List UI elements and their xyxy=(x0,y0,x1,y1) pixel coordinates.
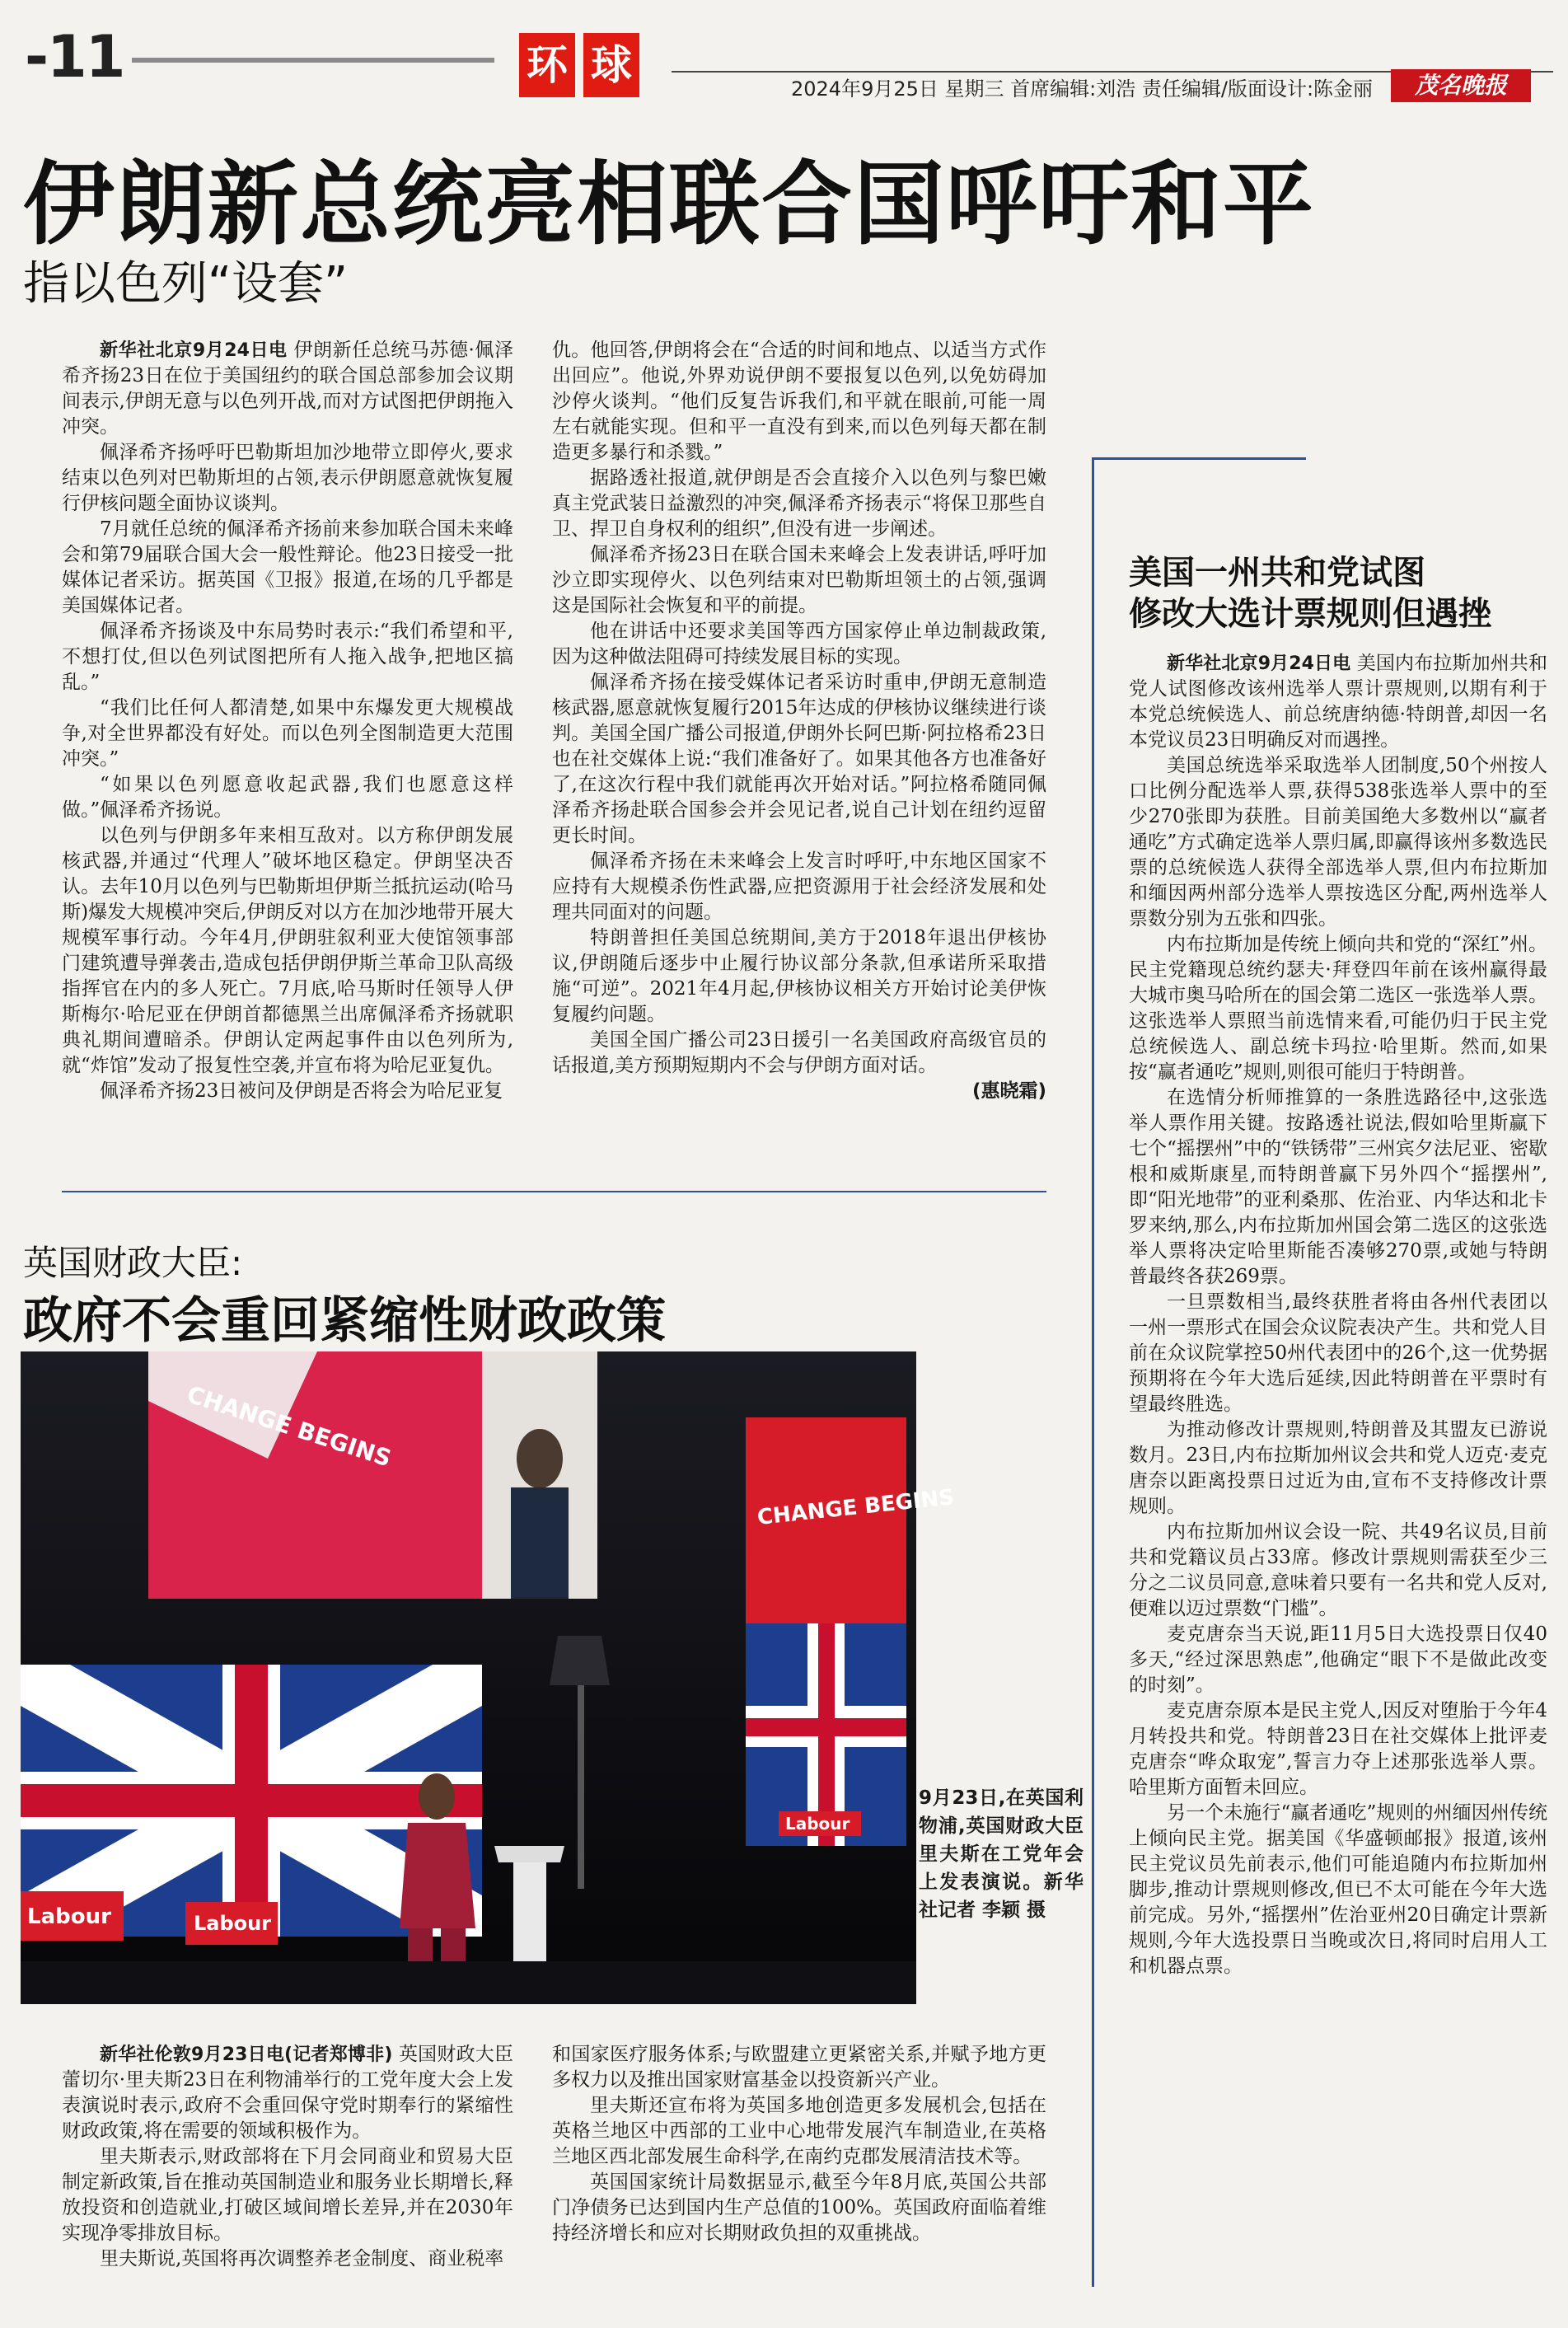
paragraph-text: 英国国家统计局数据显示,截至今年8月底,英国公共部门净债务已达到国内生产总值的100%。英国政府面临着维持经济增长和应对长期财政负担的双重挑战。 xyxy=(552,2171,1046,2244)
article-paragraph xyxy=(62,619,513,696)
paragraph-text: 7月就任总统的佩泽希齐扬前来参加联合国未来峰会和第79届联合国大会一般性辩论。他23日接受一批媒体记者采访。据英国《卫报》报道,在场的几乎都是美国媒体记者。 xyxy=(62,518,513,616)
article-paragraph xyxy=(552,619,1046,670)
us-title-line-1: 美国一州共和党试图 xyxy=(1129,554,1425,592)
photo-caption: 9月23日,在英国利物浦,英国财政大臣里夫斯在工党年会上发表演说。新华社记者 李颖 摄 xyxy=(919,1787,1084,1921)
podium-logo-2: Labour xyxy=(194,1912,272,1935)
paragraph-text: 麦克唐奈原本是民主党人,因反对堕胎于今年4月转投共和党。特朗普23日在社交媒体上批评麦克唐奈“哗众取宠”,誓言力夺上述那张选举人票。哈里斯方面暂未回应。 xyxy=(1129,1700,1547,1798)
section-divider xyxy=(62,1191,1046,1192)
article-paragraph xyxy=(1129,1085,1547,1290)
uk-title: 政府不会重回紧缩性财政政策 xyxy=(23,1292,666,1350)
paragraph-text: 佩泽希齐扬在未来峰会上发言时呼吁,中东地区国家不应持有大规模杀伤性武器,应把资源用于社会经济发展和处理共同面对的问题。 xyxy=(552,850,1046,923)
column-divider xyxy=(1092,457,1094,2287)
article-paragraph xyxy=(62,440,513,517)
paragraph-text: 里夫斯还宣布将为英国多地创造更多发展机会,包括在英格兰地区中西部的工业中心地带发展汽车制造业,在英格兰地区西北部发展生命科学,在南约克郡发展清洁技术等。 xyxy=(552,2095,1046,2167)
hanging-banner xyxy=(746,1417,955,1846)
article-paragraph xyxy=(1129,753,1547,932)
article-paragraph xyxy=(1129,1622,1547,1698)
paragraph-text: 英国财政大臣蕾切尔·里夫斯23日在利物浦举行的工党年度大会上发表演说时表示,政府不会重回保守党时期奉行的紧缩性财政政策,将在需要的领域积极作为。 xyxy=(62,2044,514,2142)
dateline: 新华社伦敦9月23日电(记者郑博非) xyxy=(100,2045,393,2065)
paragraph-text: 一旦票数相当,最终获胜者将由各州代表团以一州一票形式在国会众议院表决产生。共和党人目前在众议院掌控50州代表团中的26个,这一优势据预期将在今年大选后延续,因此特朗普在平票时有望最终胜选。 xyxy=(1129,1291,1547,1415)
article-paragraph xyxy=(62,2042,513,2144)
paragraph-text: “如果以色列愿意收起武器,我们也愿意这样做。”佩泽希齐扬说。 xyxy=(62,774,513,821)
article-paragraph xyxy=(1129,651,1547,753)
paragraph-text: 佩泽希齐扬谈及中东局势时表示:“我们希望和平,不想打仗,但以色列试图把所有人拖入战争,把地区搞乱。” xyxy=(62,621,513,693)
paragraph-text: 美国总统选举采取选举人团制度,50个州按人口比例分配选举人票,获得538张选举人票中的至少270张即为获胜。目前美国绝大多数州以“赢者通吃”方式确定选举人票归属,即赢得该州多数选民票的总统候选人获得全部选举人票,但内布拉斯加和缅因两州部分选举人票按选区分配,两州选举人票数分别为五张和四张。 xyxy=(1129,755,1547,930)
photo-illustration xyxy=(21,1351,956,2004)
us-title-line-2: 修改大选计票规则但遇挫 xyxy=(1129,595,1491,633)
author-credit: (惠晓霜) xyxy=(971,1080,1046,1102)
article-paragraph xyxy=(1129,1290,1547,1417)
article-paragraph xyxy=(552,1028,1046,1079)
paragraph-text: 佩泽希齐扬呼吁巴勒斯坦加沙地带立即停火,要求结束以色列对巴勒斯坦的占领,表示伊朗愿意就恢复履行伊核问题全面协议谈判。 xyxy=(62,442,513,514)
issue-meta: 2024年9月25日 星期三 首席编辑:刘浩 责任编辑/版面设计:陈金丽 xyxy=(791,77,1374,101)
article-paragraph xyxy=(552,542,1046,619)
article-paragraph xyxy=(552,2170,1046,2246)
paragraph-text: 和国家医疗服务体系;与欧盟建立更紧密关系,并赋予地方更多权力以及推出国家财富基金以投资新兴产业。 xyxy=(552,2044,1046,2091)
dateline: 新华社北京9月24日电 xyxy=(1167,653,1351,674)
paragraph-text: 特朗普担任美国总统期间,美方于2018年退出伊核协议,伊朗随后逐步中止履行协议部分条款,但承诺所采取措施“可逆”。2021年4月起,伊核协议相关方开始讨论美伊恢复履约问题。 xyxy=(552,927,1046,1025)
article-paragraph xyxy=(552,2093,1046,2170)
article-paragraph xyxy=(62,2246,513,2272)
uk-column-1 xyxy=(62,2042,513,2272)
paragraph-text: 麦克唐奈当天说,距11月5日大选投票日仅40多天,“经过深思熟虑”,他确定“眼下不是做此改变的时刻”。 xyxy=(1129,1623,1547,1696)
article-paragraph xyxy=(1129,1417,1547,1520)
article-paragraph xyxy=(62,823,513,1079)
article-paragraph xyxy=(62,696,513,772)
paragraph-text: 佩泽希齐扬23日在联合国未来峰会上发表讲话,呼吁加沙立即实现停火、以色列结束对巴勒斯坦领土的占领,强调这是国际社会恢复和平的前提。 xyxy=(552,544,1046,616)
article-paragraph xyxy=(552,925,1046,1028)
paragraph-text: 美国全国广播公司23日援引一名美国政府高级官员的话报道,美方预期短期内不会与伊朗方面对话。 xyxy=(552,1029,1046,1076)
article-paragraph xyxy=(62,1079,513,1104)
paragraph-text: 佩泽希齐扬23日被问及伊朗是否将会为哈尼亚复 xyxy=(100,1080,503,1102)
paragraph-text: 美国内布拉斯加州共和党人试图修改该州选举人票计票规则,以期有利于本党总统候选人、前总统唐纳德·特朗普,却因一名本党议员23日明确反对而遇挫。 xyxy=(1129,653,1548,751)
paragraph-text: 他在讲话中还要求美国等西方国家停止单边制裁政策,因为这种做法阻碍可持续发展目标的实现。 xyxy=(552,621,1046,667)
article-paragraph xyxy=(62,338,513,440)
article-paragraph xyxy=(1129,1698,1547,1801)
uk-column-2 xyxy=(552,2042,1046,2246)
us-title xyxy=(1129,552,1491,635)
us-column xyxy=(1129,651,1547,1979)
us-top-rule xyxy=(1092,457,1306,460)
paragraph-text: 据路透社报道,就伊朗是否会直接介入以色列与黎巴嫩真主党武装日益激烈的冲突,佩泽希齐扬表示“将保卫那些自卫、捍卫自身权利的组织”,但没有进一步阐述。 xyxy=(552,467,1046,540)
page-number: -11 xyxy=(25,23,124,91)
paragraph-text: 佩泽希齐扬在接受媒体记者采访时重申,伊朗无意制造核武器,愿意就恢复履行2015年达成的伊核协议继续进行谈判。美国全国广播公司报道,伊朗外长阿巴斯·阿拉格希23日也在社交媒体上说:“我们准备好了。如果其他各方也准备好了,在这次行程中我们就能再次开始对话。”阿拉格希随同佩泽希齐扬赴联合国参会并会见记者,说自己计划在纽约逗留更长时间。 xyxy=(552,672,1046,846)
article-paragraph xyxy=(1129,932,1547,1085)
headline: 伊朗新总统亮相联合国呼吁和平 xyxy=(23,152,1315,257)
paragraph-text: 里夫斯表示,财政部将在下月会同商业和贸易大臣制定新政策,旨在推动英国制造业和服务业长期增长,释放投资和创造就业,打破区域间增长差异,并在2030年实现净零排放目标。 xyxy=(62,2146,513,2244)
header-rule xyxy=(132,58,494,63)
uk-kicker: 英国财政大臣: xyxy=(23,1243,243,1283)
paragraph-text: 另一个未施行“赢者通吃”规则的州缅因州传统上倾向民主党。据美国《华盛顿邮报》报道,该州民主党议员先前表示,他们可能追随内布拉斯加州脚步,推动计票规则修改,但已不太可能在今年大选前完成。另外,“摇摆州”佐治亚州20日确定计票新规则,今年大选投票日当晚或次日,将同时启用人工和机器点票。 xyxy=(1129,1802,1547,1977)
paragraph-text: 里夫斯说,英国将再次调整养老金制度、商业税率 xyxy=(100,2248,504,2269)
article-paragraph xyxy=(1129,1801,1547,1979)
iran-column-1 xyxy=(62,338,513,1104)
section-tag-2: 球 xyxy=(583,33,639,97)
article-paragraph xyxy=(1129,1520,1547,1622)
paragraph-text: 伊朗新任总统马苏德·佩泽希齐扬23日在位于美国纽约的联合国总部参加会议期间表示,伊朗无意与以色列开战,而对方试图把伊朗拖入冲突。 xyxy=(62,340,513,438)
news-photo xyxy=(21,1351,956,2004)
subheadline: 指以色列“设套” xyxy=(23,257,349,311)
article-paragraph xyxy=(552,670,1046,849)
iran-column-2 xyxy=(552,338,1046,1104)
paragraph-text: 内布拉斯加州议会设一院、共49名议员,目前共和党籍议员占33席。修改计票规则需获至少三分之二议员同意,意味着只要有一名共和党人反对,便难以迈过票数“门槛”。 xyxy=(1129,1521,1547,1619)
article-paragraph xyxy=(552,849,1046,925)
article-paragraph xyxy=(62,517,513,619)
newspaper-logo: 茂名晚报 xyxy=(1391,69,1531,102)
paragraph-text: 在选情分析师推算的一条胜选路径中,这张选举人票作用关键。按路透社说法,假如哈里斯赢下七个“摇摆州”中的“铁锈带”三州宾夕法尼亚、密歇根和威斯康星,而特朗普赢下另外四个“摇摆州”,即“阳光地带”的亚利桑那、佐治亚、内华达和北卡罗来纳,那么,内布拉斯加州国会第二选区的这张选举人票将决定哈里斯能否凑够270票,或她与特朗普最终各获269票。 xyxy=(1129,1087,1547,1287)
paragraph-text: 以色列与伊朗多年来相互敌对。以方称伊朗发展核武器,并通过“代理人”破坏地区稳定。伊朗坚决否认。去年10月以色列与巴勒斯坦伊斯兰抵抗运动(哈马斯)爆发大规模冲突后,伊朗反对以方在加沙地带开展大规模军事行动。今年4月,伊朗驻叙利亚大使馆领事部门建筑遭导弹袭击,造成包括伊朗伊斯兰革命卫队高级指挥官在内的多人死亡。7月底,哈马斯时任领导人伊斯梅尔·哈尼亚在伊朗首都德黑兰出席佩泽希齐扬就职典礼期间遭暗杀。伊朗认定两起事件由以色列所为,就“炸馆”发动了报复性空袭,并宣布将为哈尼亚复仇。 xyxy=(62,825,513,1076)
paragraph-text: 为推动修改计票规则,特朗普及其盟友已游说数月。23日,内布拉斯加州议会共和党人迈克·麦克唐奈以距离投票日过近为由,宣布不支持修改计票规则。 xyxy=(1129,1419,1547,1517)
dateline: 新华社北京9月24日电 xyxy=(100,340,288,361)
article-paragraph xyxy=(62,772,513,823)
banner-text-2: CHANGE BEGINS xyxy=(756,1485,956,1530)
paragraph-text: 内布拉斯加是传统上倾向共和党的“深红”州。民主党籍现总统约瑟夫·拜登四年前在该州赢得最大城市奥马哈所在的国会第二选区一张选举人票。这张选举人票照当前选情来看,可能仍归于民主党总统候选人、副总统卡玛拉·哈里斯。然而,如果按“赢者通吃”规则,则很可能归于特朗普。 xyxy=(1129,934,1547,1083)
article-paragraph xyxy=(552,338,1046,466)
section-tag-1: 环 xyxy=(519,33,575,97)
podium-logo-1: Labour xyxy=(27,1904,111,1929)
article-paragraph xyxy=(552,466,1046,542)
banner-logo: Labour xyxy=(785,1814,850,1834)
article-paragraph xyxy=(62,2144,513,2246)
paragraph-text: 仇。他回答,伊朗将会在“合适的时间和地点、以适当方式作出回应”。他说,外界劝说伊朗不要报复以色列,以免妨碍加沙停火谈判。“他们反复告诉我们,和平就在眼前,可能一周左右就能实现。但和平一直没有到来,而以色列每天都在制造更多暴行和杀戮。” xyxy=(552,340,1046,463)
article-paragraph xyxy=(552,2042,1046,2093)
banner-text-1: CHANGE BEGINS xyxy=(183,1380,395,1473)
paragraph-text: “我们比任何人都清楚,如果中东爆发更大规模战争,对全世界都没有好处。而以色列全图制造更大范围冲突。” xyxy=(62,697,513,770)
